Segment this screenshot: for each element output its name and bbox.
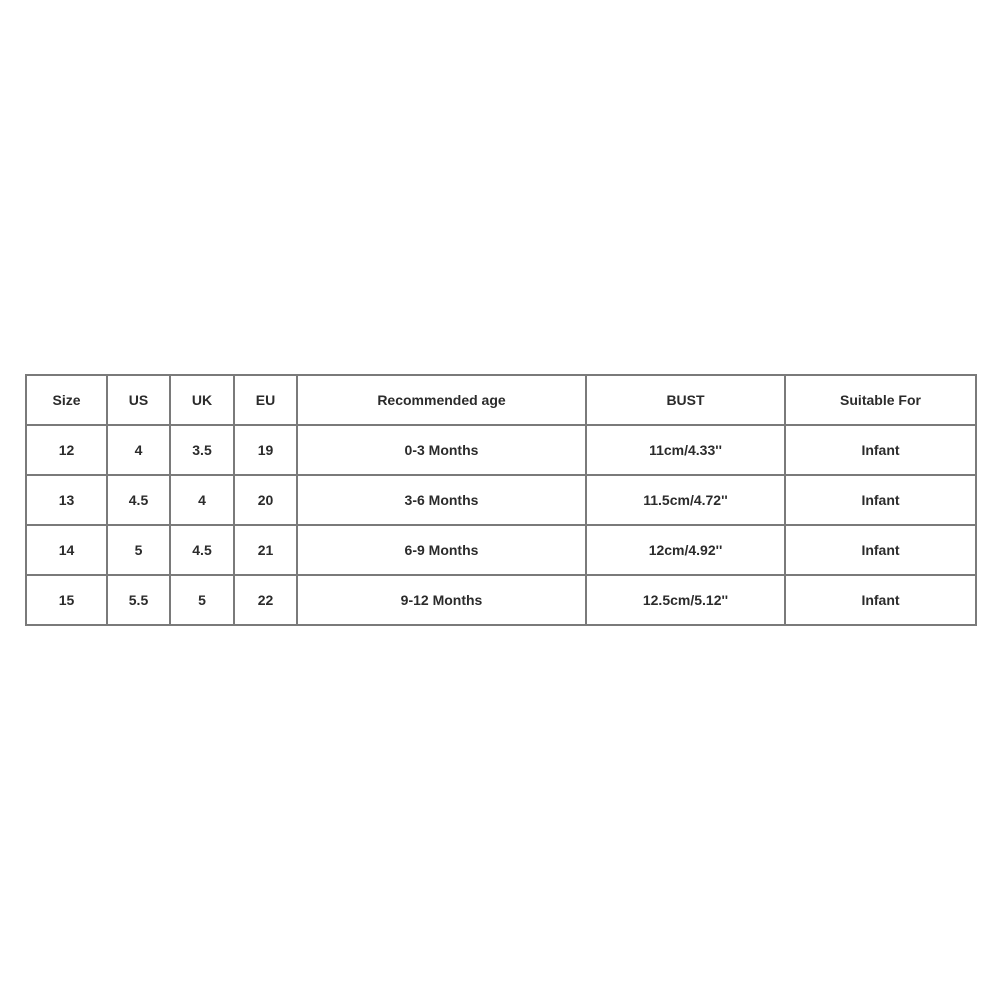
cell-size: 13 <box>26 475 107 525</box>
header-us: US <box>107 375 170 425</box>
cell-bust: 12cm/4.92'' <box>586 525 785 575</box>
header-recommended-age: Recommended age <box>297 375 586 425</box>
table-header-row <box>26 375 976 425</box>
table-row <box>26 575 976 625</box>
cell-us: 4 <box>107 425 170 475</box>
cell-size: 14 <box>26 525 107 575</box>
size-chart-table <box>25 374 977 626</box>
cell-uk: 4.5 <box>170 525 234 575</box>
cell-eu: 20 <box>234 475 297 525</box>
cell-uk: 4 <box>170 475 234 525</box>
cell-eu: 19 <box>234 425 297 475</box>
header-uk: UK <box>170 375 234 425</box>
cell-suitable-for: Infant <box>785 425 976 475</box>
cell-uk: 3.5 <box>170 425 234 475</box>
header-bust: BUST <box>586 375 785 425</box>
cell-size: 12 <box>26 425 107 475</box>
cell-us: 5 <box>107 525 170 575</box>
table-row <box>26 525 976 575</box>
cell-recommended-age: 9-12 Months <box>297 575 586 625</box>
table-row <box>26 475 976 525</box>
header-eu: EU <box>234 375 297 425</box>
cell-eu: 22 <box>234 575 297 625</box>
cell-size: 15 <box>26 575 107 625</box>
cell-bust: 11cm/4.33'' <box>586 425 785 475</box>
header-suitable-for: Suitable For <box>785 375 976 425</box>
cell-bust: 11.5cm/4.72'' <box>586 475 785 525</box>
header-size: Size <box>26 375 107 425</box>
cell-suitable-for: Infant <box>785 475 976 525</box>
cell-suitable-for: Infant <box>785 525 976 575</box>
cell-recommended-age: 3-6 Months <box>297 475 586 525</box>
cell-recommended-age: 0-3 Months <box>297 425 586 475</box>
table-row <box>26 425 976 475</box>
cell-us: 5.5 <box>107 575 170 625</box>
cell-eu: 21 <box>234 525 297 575</box>
cell-us: 4.5 <box>107 475 170 525</box>
cell-suitable-for: Infant <box>785 575 976 625</box>
cell-uk: 5 <box>170 575 234 625</box>
cell-recommended-age: 6-9 Months <box>297 525 586 575</box>
cell-bust: 12.5cm/5.12'' <box>586 575 785 625</box>
